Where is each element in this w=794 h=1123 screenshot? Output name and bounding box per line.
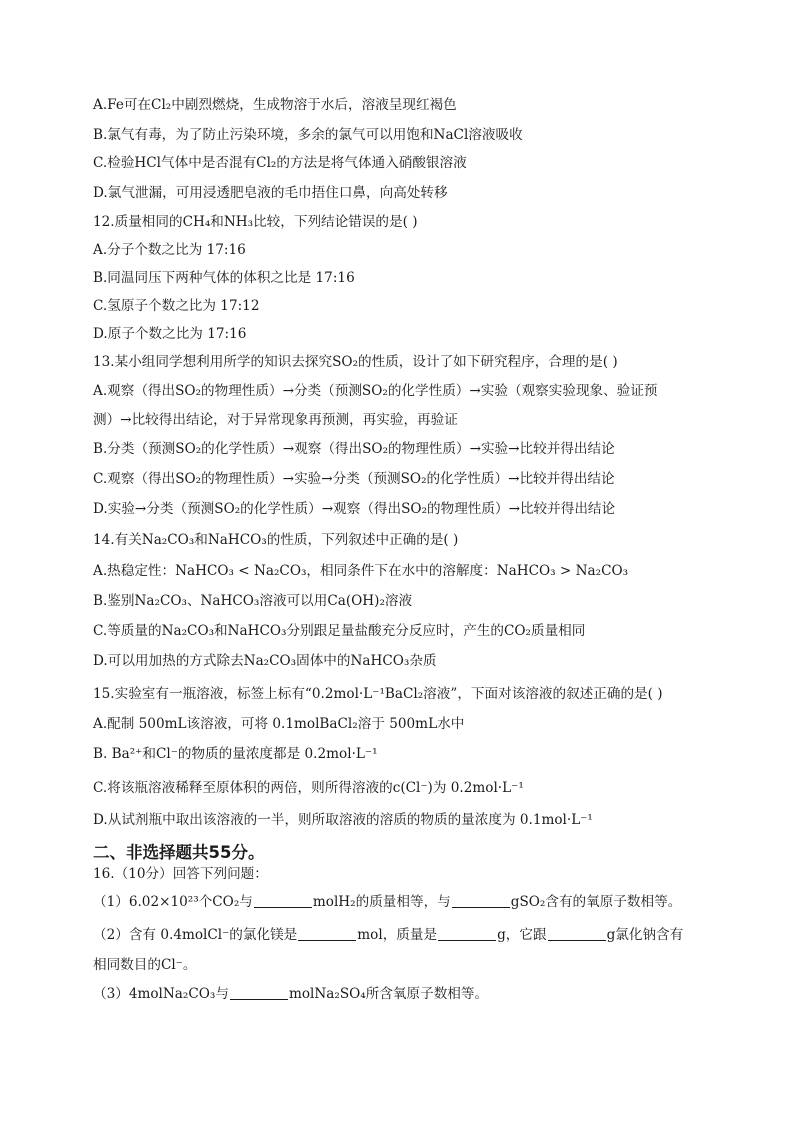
q16-part1-text-b: molH₂的质量相等，与 [312,894,451,910]
q13-option-c: C.观察（得出SO₂的物理性质）→实验→分类（预测SO₂的化学性质）→比较并得出结论 [93,471,615,487]
q16-part2-text-a: （2）含有 0.4molCl⁻的氯化镁是 [93,927,298,943]
q13-option-b: B.分类（预测SO₂的化学性质）→观察（得出SO₂的物理性质）→实验→比较并得出结论 [93,441,615,457]
q11-option-d: D.氯气泄漏，可用浸透肥皂液的毛巾捂住口鼻，向高处转移 [93,185,448,201]
q16-part1-text-a: （1）6.02×10²³个CO₂与 [93,894,253,910]
q13-stem: 13.某小组同学想利用所学的知识去探究SO₂的性质，设计了如下研究程序，合理的是( ) [93,354,618,370]
q15-option-c: C.将该瓶溶液稀释至原体积的两倍，则所得溶液的c(Cl⁻)为 0.2mol·L⁻¹ [93,780,524,796]
q11-option-b: B.氯气有毒，为了防止污染环境，多余的氯气可以用饱和NaCl溶液吸收 [93,127,523,143]
q16-stem: 16.（10分）回答下列问题： [93,866,268,882]
q16-part2 [93,925,683,945]
q13-option-a-line1: A.观察（得出SO₂的物理性质）→分类（预测SO₂的化学性质）→实验（观察实验现象、验证预 [93,383,658,399]
q14-option-a: A.热稳定性：NaHCO₃ < Na₂CO₃，相同条件下在水中的溶解度：NaHCO₃ > Na₂CO₃ [93,563,629,579]
q15-stem: 15.实验室有一瓶溶液，标签上标有“0.2mol·L⁻¹BaCl₂溶液”，下面对该溶液的叙述正确的是( ) [93,686,663,702]
q15-option-d: D.从试剂瓶中取出该溶液的一半，则所取溶液的溶质的物质的量浓度为 0.1mol·L⁻¹ [93,812,593,828]
q14-option-c: C.等质量的Na₂CO₃和NaHCO₃分别跟足量盐酸充分反应时，产生的CO₂质量相同 [93,623,586,639]
q12-option-c: C.氢原子个数之比为 17:12 [93,298,260,314]
q16-part3-text-a: （3）4molNa₂CO₃与 [93,986,229,1002]
answer-blank[interactable] [254,894,312,908]
q11-option-a: A.Fe可在Cl₂中剧烈燃烧，生成物溶于水后，溶液呈现红褐色 [93,97,457,113]
q14-stem: 14.有关Na₂CO₃和NaHCO₃的性质，下列叙述中正确的是( ) [93,532,459,548]
q16-part1-text-c: gSO₂含有的氧原子数相等。 [510,894,682,910]
q14-option-b: B.鉴别Na₂CO₃、NaHCO₃溶液可以用Ca(OH)₂溶液 [93,593,413,609]
q16-part2-text-d: g氯化钠含有 [606,927,684,943]
q12-option-d: D.原子个数之比为 17:16 [93,326,247,342]
q16-part2-text-c: g，它跟 [497,927,547,943]
q11-option-c: C.检验HCl气体中是否混有Cl₂的方法是将气体通入硝酸银溶液 [93,155,467,171]
q16-part1 [93,892,681,912]
answer-blank[interactable] [438,927,496,941]
q16-part2-text-b: mol，质量是 [357,927,438,943]
q13-option-d: D.实验→分类（预测SO₂的化学性质）→观察（得出SO₂的物理性质）→比较并得出结论 [93,501,616,517]
q12-option-a: A.分子个数之比为 17:16 [93,242,246,258]
answer-blank[interactable] [230,986,288,1000]
q16-part2-continued: 相同数目的Cl⁻。 [93,957,197,973]
q12-stem: 12.质量相同的CH₄和NH₃比较，下列结论错误的是( ) [93,214,418,230]
q15-option-a: A.配制 500mL该溶液，可将 0.1molBaCl₂溶于 500mL水中 [93,716,465,732]
q16-part3-text-b: molNa₂SO₄所含氧原子数相等。 [288,986,489,1002]
q14-option-d: D.可以用加热的方式除去Na₂CO₃固体中的NaHCO₃杂质 [93,653,437,669]
q15-option-b: B. Ba²⁺和Cl⁻的物质的量浓度都是 0.2mol·L⁻¹ [93,746,378,762]
answer-blank[interactable] [548,927,606,941]
q12-option-b: B.同温同压下两种气体的体积之比是 17:16 [93,270,355,286]
q13-option-a-line2: 测）→比较得出结论，对于异常现象再预测，再实验，再验证 [93,412,458,428]
answer-blank[interactable] [452,894,510,908]
answer-blank[interactable] [298,927,356,941]
q16-part3 [93,984,488,1004]
section-heading: 二、非选择题共55分。 [93,843,265,862]
